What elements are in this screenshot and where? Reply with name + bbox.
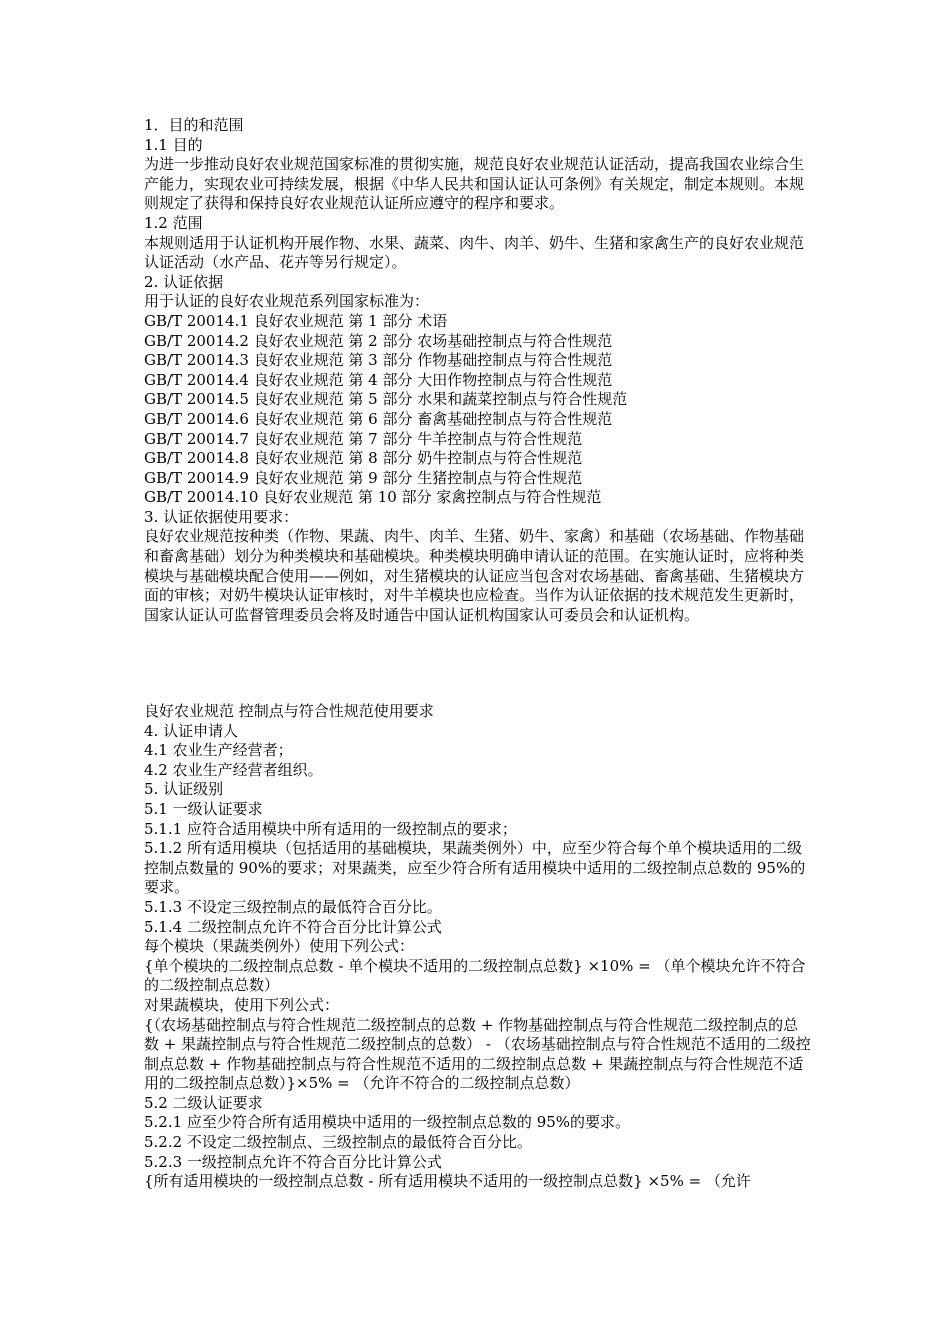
heading-scope: 1.2 范围 bbox=[144, 213, 203, 232]
heading-level-two: 5.2 二级认证要求 bbox=[144, 1093, 263, 1112]
formula-intro: 每个模块（果蔬类例外）使用下列公式： bbox=[144, 937, 415, 956]
heading-level: 5. 认证级别 bbox=[144, 780, 224, 799]
formula: {单个模块的二级控制点总数 - 单个模块不适用的二级控制点总数} ×10% = （单个模块允许不符合的二级控制点总数） bbox=[144, 956, 806, 995]
standard-item: GB/T 20014.5 良好农业规范 第 5 部分 水果和蔬菜控制点与符合性规范 bbox=[144, 390, 628, 409]
clause-item: 5.2.3 一级控制点允许不符合百分比计算公式 bbox=[144, 1152, 442, 1171]
heading-basis: 2. 认证依据 bbox=[144, 272, 224, 291]
formula: {所有适用模块的一级控制点总数 - 所有适用模块不适用的一级控制点总数} ×5% = （允许 bbox=[144, 1172, 751, 1191]
clause-item: 5.1.3 不设定三级控制点的最低符合百分比。 bbox=[144, 897, 442, 916]
formula-intro: 对果蔬模块，使用下列公式： bbox=[144, 995, 340, 1014]
standard-item: GB/T 20014.4 良好农业规范 第 4 部分 大田作物控制点与符合性规范 bbox=[144, 370, 613, 389]
heading-basis-usage: 3. 认证依据使用要求： bbox=[144, 507, 299, 526]
heading-purpose: 1.1 目的 bbox=[144, 135, 203, 154]
standard-item: GB/T 20014.8 良好农业规范 第 8 部分 奶牛控制点与符合性规范 bbox=[144, 449, 583, 468]
standard-item: GB/T 20014.2 良好农业规范 第 2 部分 农场基础控制点与符合性规范 bbox=[144, 331, 613, 350]
standard-item: GB/T 20014.7 良好农业规范 第 7 部分 牛羊控制点与符合性规范 bbox=[144, 429, 583, 448]
paragraph-basis-usage: 良好农业规范按种类（作物、果蔬、肉牛、肉羊、生猪、奶牛、家禽）和基础（农场基础、作物基础和畜禽基础）划分为种类模块和基础模块。种类模块明确申请认证的范围。在实施认证时，应将种类模块与基础模块配合使用——例如，对生猪模块的认证应当包含对农场基础、畜禽基础、生猪模块方面的审核；对奶牛模块认证审核时，对牛羊模块也应检查。当作为认证依据的技术规范发生更新时，国家认证认可监督管理委员会将及时通告中国认证机构国家认可委员会和认证机构。 bbox=[144, 527, 805, 624]
formula: {（农场基础控制点与符合性规范二级控制点的总数 + 作物基础控制点与符合性规范二级控制点的总数 + 果蔬控制点与符合性规范二级控制点的总数） - （农场基础控制点与符合性规范不适用的二级控制点总数 + 作物基础控制点与符合性规范不适用的二级控制点总数 + 果蔬控制点与符合性规范不适用的二级控制点总数）}×5% = （允许不符合的二级控制点总数） bbox=[144, 1015, 811, 1093]
clause-item: 5.1.1 应符合适用模块中所有适用的一级控制点的要求； bbox=[144, 819, 517, 838]
standard-item: GB/T 20014.1 良好农业规范 第 1 部分 术语 bbox=[144, 311, 448, 330]
standard-item: GB/T 20014.9 良好农业规范 第 9 部分 生猪控制点与符合性规范 bbox=[144, 468, 583, 487]
standard-item: GB/T 20014.3 良好农业规范 第 3 部分 作物基础控制点与符合性规范 bbox=[144, 351, 613, 370]
paragraph-scope: 本规则适用于认证机构开展作物、水果、蔬菜、肉牛、肉羊、奶牛、生猪和家禽生产的良好农业规范认证活动（水产品、花卉等另行规定）。 bbox=[144, 233, 805, 272]
section-title: 良好农业规范 控制点与符合性规范使用要求 bbox=[144, 702, 434, 720]
section-purpose-and-basis bbox=[144, 116, 812, 625]
clause-item: 5.2.1 应至少符合所有适用模块中适用的一级控制点总数的 95%的要求。 bbox=[144, 1113, 631, 1132]
list-item: 4.1 农业生产经营者； bbox=[144, 741, 293, 760]
standard-item: GB/T 20014.10 良好农业规范 第 10 部分 家禽控制点与符合性规范 bbox=[144, 488, 602, 507]
standard-item: GB/T 20014.6 良好农业规范 第 6 部分 畜禽基础控制点与符合性规范 bbox=[144, 409, 613, 428]
paragraph-purpose: 为进一步推动良好农业规范国家标准的贯彻实施，规范良好农业规范认证活动，提高我国农业综合生产能力，实现农业可持续发展，根据《中华人民共和国认证认可条例》有关规定，制定本规则。本规则规定了获得和保持良好农业规范认证所应遵守的程序和要求。 bbox=[144, 155, 805, 213]
clause-item: 5.2.2 不设定二级控制点、三级控制点的最低符合百分比。 bbox=[144, 1133, 532, 1152]
heading-applicant: 4. 认证申请人 bbox=[144, 721, 239, 740]
clause-item: 5.1.4 二级控制点允许不符合百分比计算公式 bbox=[144, 917, 442, 936]
paragraph-basis-intro: 用于认证的良好农业规范系列国家标准为： bbox=[144, 292, 430, 311]
section-control-points bbox=[144, 702, 812, 1192]
clause-item: 5.1.2 所有适用模块（包括适用的基础模块，果蔬类例外）中，应至少符合每个单个模块适用的二级控制点数量的 90%的要求；对果蔬类，应至少符合所有适用模块中适用的二级控制点总数的 95%的要求。 bbox=[144, 839, 806, 897]
list-item: 4.2 农业生产经营者组织。 bbox=[144, 760, 323, 779]
heading-purpose-scope: 1．目的和范围 bbox=[144, 116, 244, 134]
heading-level-one: 5.1 一级认证要求 bbox=[144, 799, 263, 818]
